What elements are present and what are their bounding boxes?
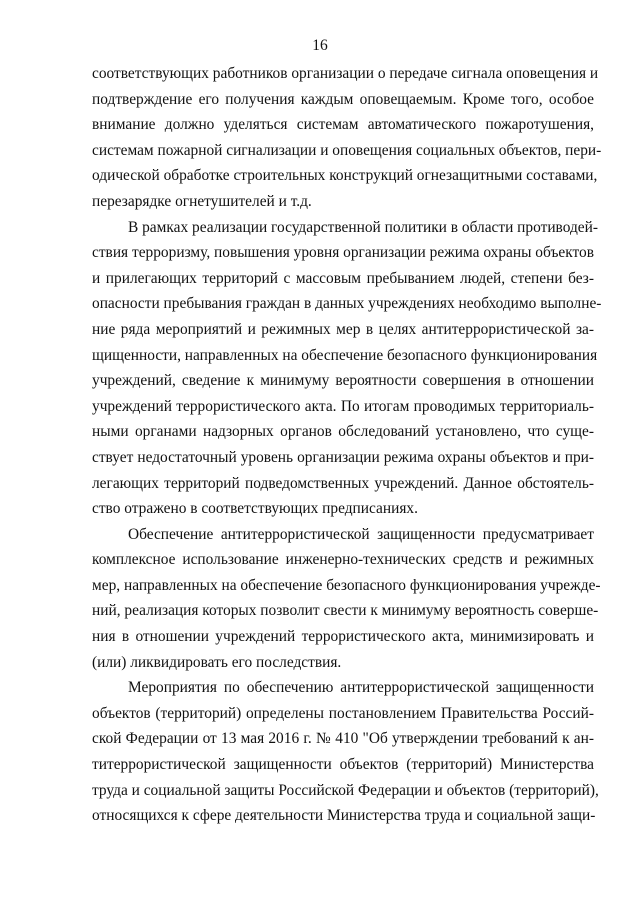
text-line: перезарядке огнетушителей и т.д. — [92, 192, 312, 210]
text-line: комплексное использование инженерно-технических средств и режимных — [92, 551, 594, 569]
text-line: внимание должно уделяться системам автоматического пожаротушения, — [92, 116, 594, 134]
text-line: ний, реализация которых позволит свести к минимуму вероятность соверше- — [92, 602, 599, 620]
document-body — [92, 61, 602, 829]
text-line: учреждений террористического акта. По итогам проводимых территориаль- — [92, 397, 594, 415]
text-line: объектов (территорий) определены постановлением Правительства Россий- — [92, 704, 594, 722]
text-line: В рамках реализации государственной политики в области противодей- — [128, 218, 598, 236]
text-line: соответствующих работников организации о передаче сигнала оповещения и — [92, 65, 599, 82]
text-line: одической обработке строительных конструкций огнезащитными составами, — [92, 167, 598, 185]
text-line: мер, направленных на обеспечение безопасного функционирования учрежде- — [92, 576, 601, 594]
text-line: и прилегающих территорий с массовым пребыванием людей, степени без- — [92, 269, 594, 287]
text-line: ние ряда мероприятий и режимных мер в целях антитеррористической за- — [92, 320, 594, 338]
text-line: (или) ликвидировать его последствия. — [92, 653, 342, 671]
text-line: Мероприятия по обеспечению антитеррористической защищенности — [128, 679, 594, 697]
page-number: 16 — [312, 37, 328, 54]
text-line: титеррористической защищенности объектов (территорий) Министерства — [92, 756, 594, 774]
text-line: ство отражено в соответствующих предписаниях. — [92, 500, 418, 518]
text-line: ской Федерации от 13 мая 2016 г. № 410 "Об утверждении требований к ан- — [92, 730, 594, 748]
text-line: щищенности, направленных на обеспечение безопасного функционирования — [92, 346, 598, 364]
text-line: учреждений, сведение к минимуму вероятности совершения в отношении — [92, 372, 594, 390]
text-line: ствует недостаточный уровень организации режима охраны объектов и при- — [92, 448, 594, 466]
paragraph-counter-terrorism-policy — [92, 215, 602, 522]
text-line: ствия терроризму, повышения уровня организации режима охраны объектов — [92, 244, 594, 262]
text-line: Обеспечение антитеррористической защищенности предусматривает — [128, 525, 594, 543]
paragraph-government-decree — [92, 675, 599, 829]
text-line: труда и социальной защиты Российской Федерации и объектов (территорий), — [92, 781, 599, 799]
text-line: ными органами надзорных органов обследований установлено, что суще- — [92, 423, 594, 441]
text-line: ния в отношении учреждений террористического акта, минимизировать и — [92, 628, 594, 646]
text-line: легающих территорий подведомственных учреждений. Данное обстоятель- — [92, 474, 594, 492]
paragraph-protection-measures — [92, 522, 601, 676]
text-line: опасности пребывания граждан в данных учреждениях необходимо выполне- — [92, 295, 602, 313]
text-line: относящихся к сфере деятельности Министерства труда и социальной защи- — [92, 807, 596, 825]
text-line: системам пожарной сигнализации и оповещения социальных объектов, пери- — [92, 141, 602, 159]
paragraph-signal-and-fire-safety — [92, 61, 602, 215]
text-line: подтверждение его получения каждым оповещаемым. Кроме того, особое — [92, 90, 594, 108]
